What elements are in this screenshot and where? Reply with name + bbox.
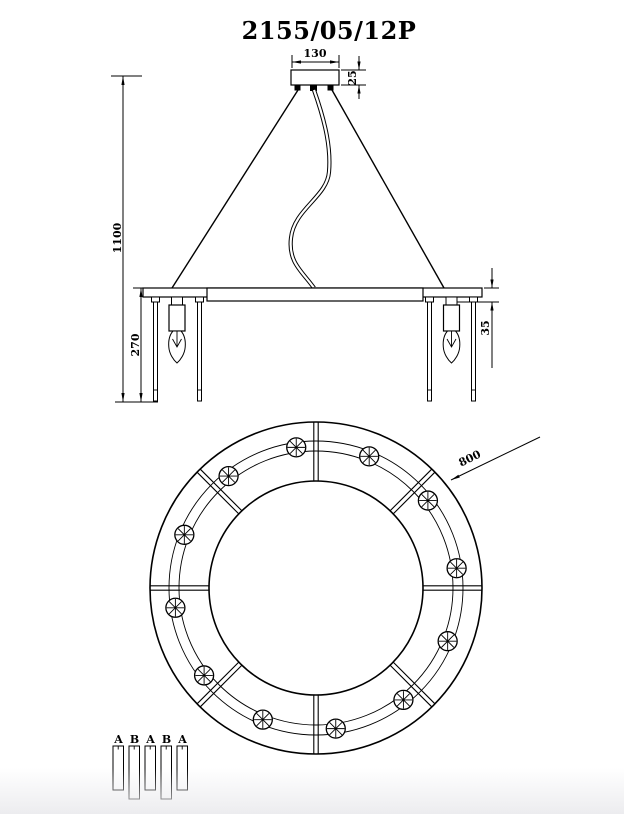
bulb-track-outer xyxy=(169,441,463,735)
ring-profile-inner xyxy=(207,288,423,301)
arrowhead xyxy=(292,60,301,63)
lamp-cluster-right xyxy=(426,297,478,401)
suspension-wire-right xyxy=(332,90,444,288)
rod-sample-a xyxy=(177,746,188,790)
model-number: 2155/05/12P xyxy=(241,16,417,45)
rod-hanger-cap xyxy=(426,297,434,302)
dim-diameter xyxy=(451,437,540,480)
wire-anchor-left xyxy=(295,85,301,91)
rod-type-label: B xyxy=(129,733,140,746)
lamp-cluster-left xyxy=(152,297,204,401)
rod-sample-b xyxy=(161,746,172,799)
glass-rod xyxy=(472,302,476,401)
glass-rod xyxy=(198,302,202,401)
rod-type-label: B xyxy=(161,733,172,746)
canopy-body xyxy=(291,70,339,85)
rod-sample-b xyxy=(129,746,140,799)
dim-value: 25 xyxy=(346,70,359,86)
suspension-wire-left xyxy=(172,90,298,288)
rod-type-label: A xyxy=(178,733,187,746)
rod-hanger-cap xyxy=(152,297,160,302)
rod-legend xyxy=(113,733,188,799)
arrowhead xyxy=(121,76,124,85)
socket-tube xyxy=(169,305,185,331)
arrowhead xyxy=(451,475,460,480)
arrowhead xyxy=(330,60,339,63)
dim-value: 1100 xyxy=(111,222,124,254)
dim-value: 35 xyxy=(479,320,492,336)
glass-rod xyxy=(154,302,158,401)
arrowhead xyxy=(121,393,124,402)
dim-value: 270 xyxy=(129,333,142,357)
arrowhead xyxy=(490,280,493,289)
rod-hanger-cap xyxy=(470,297,478,302)
socket-tube xyxy=(444,305,460,331)
rod-hanger-cap xyxy=(196,297,204,302)
dim-ring-height xyxy=(457,268,499,368)
plan-dividers-and-bulbs xyxy=(150,422,482,754)
glass-rod xyxy=(428,302,432,401)
dim-rod-drop xyxy=(115,288,158,402)
rod-type-label: A xyxy=(146,733,155,746)
rod-sample-a xyxy=(113,746,124,790)
ring-inner-edge xyxy=(209,481,423,695)
socket-neck xyxy=(446,297,457,305)
ring-outer-edge xyxy=(150,422,482,754)
dim-value: 130 xyxy=(303,47,327,60)
dim-canopy-height xyxy=(341,56,366,99)
arrowhead xyxy=(490,302,493,311)
dim-value: 800 xyxy=(456,447,483,470)
power-cord-core xyxy=(291,90,330,288)
rod-sample-a xyxy=(145,746,156,790)
socket-neck xyxy=(172,297,183,305)
arrowhead xyxy=(357,62,360,71)
suspension xyxy=(172,90,444,288)
dim-canopy-width xyxy=(292,47,339,68)
arrowhead xyxy=(139,393,142,402)
plan-view xyxy=(150,422,482,754)
rod-type-label: A xyxy=(114,733,123,746)
bulb-track-inner xyxy=(179,451,453,725)
canopy xyxy=(291,70,339,91)
arrowhead xyxy=(139,288,142,297)
